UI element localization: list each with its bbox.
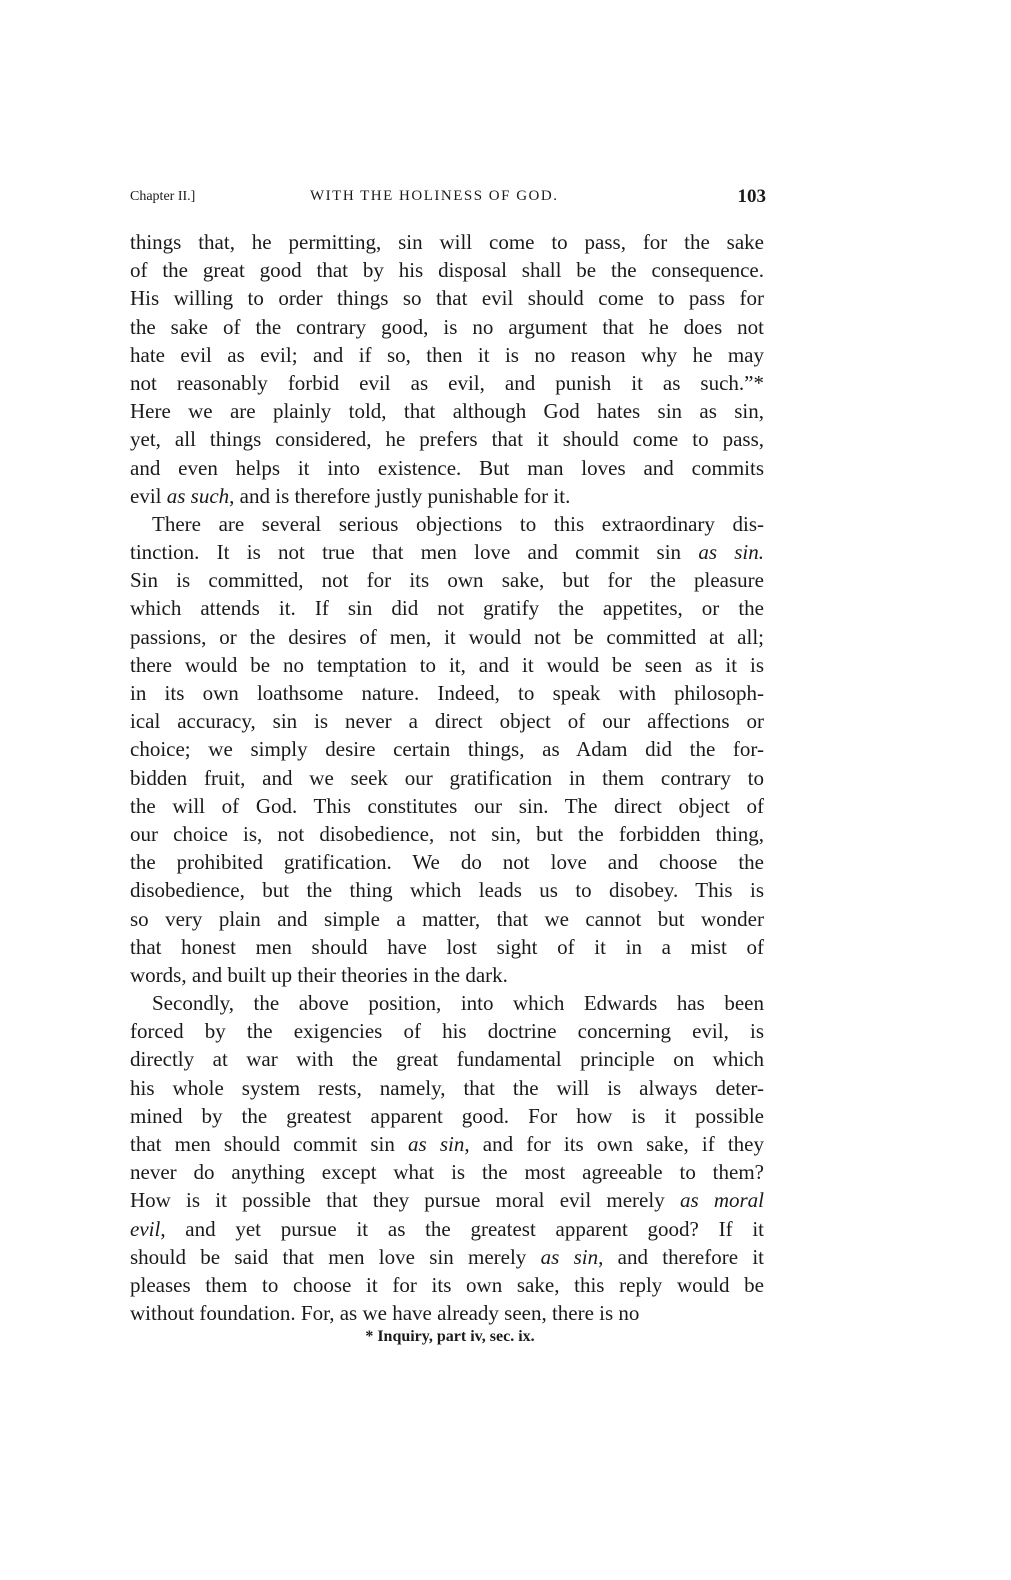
text-line bbox=[130, 538, 764, 566]
text-line bbox=[130, 228, 764, 256]
text-line bbox=[130, 735, 764, 763]
text-run: never do anything except what is the most agreeable to them? bbox=[130, 1160, 764, 1185]
text-run: disobedience, but the thing which leads us to disobey. This is bbox=[130, 878, 764, 903]
text-run: How is it possible that they pursue moral evil merely bbox=[130, 1188, 680, 1213]
text-line bbox=[130, 1045, 764, 1073]
text-run: the prohibited gratification. We do not love and choose the bbox=[130, 850, 764, 875]
text-run: the sake of the contrary good, is no argument that he does not bbox=[130, 314, 764, 339]
text-line bbox=[130, 510, 764, 538]
text-line bbox=[130, 623, 764, 651]
chapter-label: Chapter II.] bbox=[130, 189, 196, 204]
text-line bbox=[130, 566, 764, 594]
paragraph bbox=[130, 228, 764, 510]
text-run: Sin is committed, not for its own sake, but for the pleasure bbox=[130, 568, 764, 593]
text-line bbox=[130, 764, 764, 792]
text-line bbox=[130, 933, 764, 961]
text-line bbox=[130, 1074, 764, 1102]
text-run: directly at war with the great fundamental principle on which bbox=[130, 1047, 764, 1072]
text-line bbox=[130, 369, 764, 397]
text-line bbox=[130, 707, 764, 735]
italic-run: as such bbox=[166, 483, 230, 508]
text-run: There are several serious objections to this extraordinary dis- bbox=[152, 511, 764, 536]
text-line bbox=[130, 284, 764, 312]
text-run: , and is therefore justly punishable for it. bbox=[229, 483, 571, 508]
text-line bbox=[130, 1130, 764, 1158]
text-run: choice; we simply desire certain things, as Adam did the for- bbox=[130, 737, 764, 762]
text-line bbox=[130, 848, 764, 876]
text-run: without foundation. For, as we have already seen, there is no bbox=[130, 1301, 640, 1326]
text-run: , and therefore it bbox=[598, 1244, 764, 1269]
text-run: our choice is, not disobedience, not sin, but the forbidden thing, bbox=[130, 821, 764, 846]
text-line bbox=[130, 482, 764, 510]
text-run: , and yet pursue it as the greatest apparent good? If it bbox=[160, 1216, 764, 1241]
text-run: Here we are plainly told, that although God hates sin as sin, bbox=[130, 399, 764, 424]
text-line bbox=[130, 876, 764, 904]
text-line bbox=[130, 820, 764, 848]
text-run: so very plain and simple a matter, that we cannot but wonder bbox=[130, 906, 764, 931]
text-line bbox=[130, 313, 764, 341]
text-run: of the great good that by his disposal shall be the consequence. bbox=[130, 258, 764, 283]
text-run: words, and built up their theories in the dark. bbox=[130, 962, 508, 987]
running-header bbox=[130, 186, 766, 210]
text-line bbox=[130, 989, 764, 1017]
text-line bbox=[130, 905, 764, 933]
text-run: his whole system rests, namely, that the will is always deter- bbox=[130, 1075, 764, 1100]
page-number: 103 bbox=[737, 186, 766, 207]
text-line bbox=[130, 1215, 764, 1243]
italic-run: as sin. bbox=[698, 540, 764, 565]
italic-run: as moral bbox=[679, 1188, 764, 1213]
italic-run: as sin bbox=[408, 1132, 465, 1156]
text-run: which attends it. If sin did not gratify the appetites, or the bbox=[130, 596, 764, 621]
footnote: * Inquiry, part iv, sec. ix. bbox=[365, 1328, 535, 1345]
text-run: bidden fruit, and we seek our gratification in them contrary to bbox=[130, 765, 764, 790]
text-run: yet, all things considered, he prefers that it should come to pass, bbox=[130, 427, 764, 452]
text-run: that honest men should have lost sight of it in a mist of bbox=[130, 934, 764, 959]
text-line bbox=[130, 454, 764, 482]
text-line bbox=[130, 1017, 764, 1045]
text-line bbox=[130, 961, 764, 989]
paragraph bbox=[130, 510, 764, 989]
text-line bbox=[130, 425, 764, 453]
text-line bbox=[130, 594, 764, 622]
text-run: things that, he permitting, sin will come to pass, for the sake bbox=[130, 230, 764, 254]
text-run: should be said that men love sin merely bbox=[130, 1244, 541, 1269]
text-run: hate evil as evil; and if so, then it is no reason why he may bbox=[130, 342, 764, 367]
text-run: in its own loathsome nature. Indeed, to speak with philosoph- bbox=[130, 681, 764, 705]
text-line bbox=[130, 397, 764, 425]
text-line bbox=[130, 341, 764, 369]
text-run: tinction. It is not true that men love and commit sin bbox=[130, 540, 699, 565]
text-run: passions, or the desires of men, it would not be committed at all; bbox=[130, 624, 764, 649]
text-run: forced by the exigencies of his doctrine concerning evil, is bbox=[130, 1019, 764, 1044]
italic-run: as sin bbox=[540, 1244, 599, 1269]
text-line bbox=[130, 792, 764, 820]
text-line bbox=[130, 1271, 764, 1299]
text-run: evil bbox=[130, 483, 167, 508]
text-run: not reasonably forbid evil as evil, and punish it as such.”* bbox=[130, 370, 764, 395]
text-run: mined by the greatest apparent good. For how is it possible bbox=[130, 1103, 764, 1128]
text-run: and even helps it into existence. But man loves and commits bbox=[130, 455, 764, 480]
text-line bbox=[130, 1102, 764, 1130]
text-line bbox=[130, 1158, 764, 1186]
text-line bbox=[130, 1243, 764, 1271]
text-run: Secondly, the above position, into which Edwards has been bbox=[152, 991, 764, 1016]
text-line bbox=[130, 1299, 764, 1327]
running-title: WITH THE HOLINESS OF GOD. bbox=[310, 188, 559, 204]
body-text bbox=[130, 228, 764, 1327]
text-line bbox=[130, 679, 764, 707]
text-line bbox=[130, 256, 764, 284]
text-run: there would be no temptation to it, and it would be seen as it is bbox=[130, 652, 764, 677]
text-run: the will of God. This constitutes our sin. The direct object of bbox=[130, 793, 764, 818]
paragraph bbox=[130, 989, 764, 1327]
text-run: , and for its own sake, if they bbox=[464, 1132, 764, 1156]
text-run: pleases them to choose it for its own sake, this reply would be bbox=[130, 1272, 764, 1297]
text-run: His willing to order things so that evil should come to pass for bbox=[130, 286, 764, 311]
text-line bbox=[130, 1186, 764, 1214]
italic-run: evil bbox=[130, 1216, 161, 1241]
text-run: ical accuracy, sin is never a direct object of our affections or bbox=[130, 709, 764, 734]
text-run: that men should commit sin bbox=[130, 1132, 409, 1156]
text-line bbox=[130, 651, 764, 679]
